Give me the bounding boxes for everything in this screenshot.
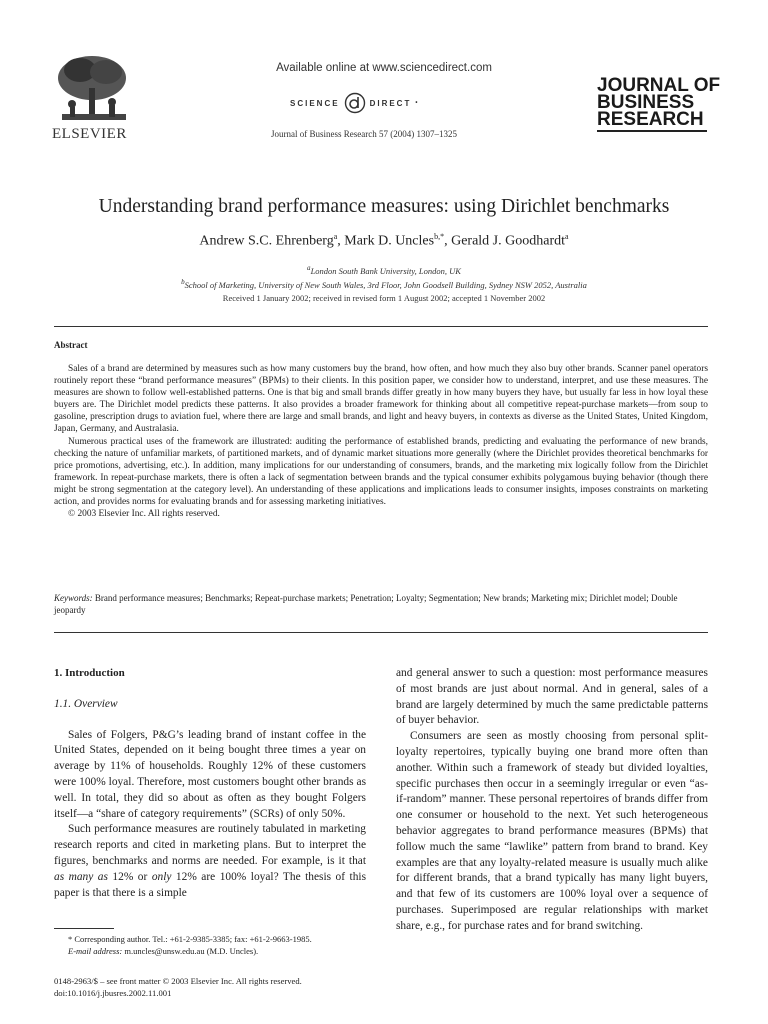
available-online-text[interactable]: Available online at www.sciencedirect.com — [276, 62, 492, 74]
footnote-line: * Corresponding author. Tel.: +61-2-9385-3385; fax: +61-2-9663-1985. — [68, 934, 312, 944]
affiliation-mark: b — [181, 278, 185, 286]
body-paragraph: Sales of Folgers, P&G’s leading brand of instant coffee in the United States, depended on it being bought three times a year on average by 11% of households. Roughly 12% of these customers were 100% loyal. Therefore, most customers bought other brands as well. In total, they did so about as often as they bought Folgers itself—a “share of category requirements” (SCRs) of only 50%. — [54, 728, 366, 820]
section-heading: 1. Introduction — [54, 667, 125, 679]
left-column — [54, 666, 366, 901]
journal-logo-line2: BUSINESS — [597, 92, 695, 113]
footnote-email-line — [54, 946, 366, 958]
sciencedirect-left-text: SCIENCE — [290, 98, 340, 108]
author-affiliation-mark: b,* — [434, 232, 445, 241]
abstract-body — [54, 363, 708, 520]
body-text: 12% are 100% loyal? The thesis of this paper is that there is a simple — [54, 870, 367, 899]
doi-line[interactable]: doi:10.1016/j.jbusres.2002.11.001 — [54, 987, 172, 998]
sciencedirect-logo — [290, 92, 419, 114]
issn-line: 0148-2963/$ – see front matter © 2003 Elsevier Inc. All rights reserved. — [54, 976, 302, 986]
registered-mark: • — [415, 100, 420, 106]
received-dates: Received 1 January 2002; received in revised form 1 August 2002; accepted 1 November 2002 — [222, 293, 546, 303]
body-paragraph: Consumers are seen as mostly choosing from personal split-loyalty repertoires, typically buying one brand more often than another. Within such a framework of steady but divided loyalties, specific purchases then occur in a seemingly irregular or even “as-if-random” manner. These personal repertoires of brands differ from one consumer or household to the next. Yet such heterogeneous behavior aggregates to brand performance measures (BPMs) that follow much the same “lawlike” pattern from brand to brand. Key examples are that any loyalty-related measure is usually much alike for different brands, that a brand typically has many light buyers, and that few of its customers are 100% loyal over a sequence of purchases. Superimposed are regular relationships with market share, e.g., for purchase rates and for brand switching. — [396, 730, 708, 932]
affiliation-text: School of Marketing, University of New South Wales, 3rd Floor, John Goodsell Building, Sydney NSW 2052, Australia — [184, 279, 587, 290]
abstract-top-divider — [54, 326, 708, 327]
author-affiliation-mark: a — [565, 232, 569, 241]
abstract-bottom-divider — [54, 632, 708, 633]
subsection-heading: 1.1. Overview — [54, 697, 118, 710]
keywords — [54, 593, 708, 616]
affiliation-text: London South Bank University, London, UK — [310, 265, 461, 276]
journal-citation: Journal of Business Research 57 (2004) 1307–1325 — [271, 129, 457, 139]
affiliation-a — [0, 264, 768, 276]
body-paragraph: and general answer to such a question: most performance measures of most brands are just about normal. And in general, sales of a brand are largely determined by much the same predictable patterns of buyer behavior. — [396, 667, 708, 727]
email-link[interactable]: m.uncles@unsw.edu.au (M.D. Uncles). — [124, 945, 259, 956]
footnote-divider — [54, 928, 114, 929]
body-text: Such performance measures are routinely tabulated in marketing research reports and cited in marketing plans. But to interpret the figures, benchmarks and norms are needed. For example, is it that — [54, 823, 366, 867]
author-list: Andrew S.C. Ehrenberg$^a$, Mark D. Uncles$^{b,*}$, Gerald J. Goodhardt$^a$ — [199, 232, 569, 249]
abstract-paragraph: Numerous practical uses of the framework are illustrated: auditing the performance of established brands, predicting and evaluating the performance of new brands, checking the nature of unfamiliar markets, of partitioned markets, and of dynamic market situations more generally (where the Dirichlet provides theoretical benchmarks for price promotions, advertising, etc.). In addition, many implications for our understanding of consumers, brands, and the marketing mix logically follow from the Dirichlet framework. In repeat-purchase markets, there is often a lack of segmentation between brands and the typical consumer exhibits polygamous buying behavior (though there might be strong segmentation at the category level). An understanding of these applications and implications leads to consumer insights, imposes constraints on marketing action, and provides norms for evaluating brands and for assessing marketing initiatives. — [54, 436, 708, 508]
affiliation-b — [0, 278, 768, 290]
corresponding-author-footnote — [54, 934, 366, 957]
author-affiliation-mark: a — [333, 232, 338, 241]
author-name: Gerald J. Goodhardt — [451, 233, 565, 249]
issn-doi — [54, 976, 366, 999]
keywords-label: Keywords: — [54, 593, 93, 603]
journal-logo-line3: RESEARCH — [597, 109, 704, 130]
abstract-paragraph: © 2003 Elsevier Inc. All rights reserved. — [68, 509, 220, 520]
sciencedirect-d-icon — [344, 92, 366, 114]
body-emphasis: as many as — [54, 870, 108, 883]
journal-logo — [597, 75, 721, 130]
keywords-text: Brand performance measures; Benchmarks; Repeat-purchase markets; Penetration; Loyalty; Segmentation; New brands; Marketing mix; Dirichlet model; Double jeopardy — [54, 593, 678, 615]
abstract-heading: Abstract — [54, 340, 88, 350]
author-name: Andrew S.C. Ehrenberg — [199, 233, 334, 249]
affiliation-mark: a — [307, 264, 311, 272]
publisher-name: ELSEVIER — [52, 126, 127, 142]
abstract-paragraph: Sales of a brand are determined by measures such as how many customers buy the brand, how often, and how much they also buy other brands. Scanner panel operators routinely report these “brand performance measures” (BPMs) to their clients. In this position paper, we consider how to understand, interpret, and use these measures. The measures are shown to follow well-established patterns. One is that big and small brands differ greatly in how many buyers they have, but usually far less in how loyal these buyers are. The Dirichlet model predicts these patterns. It also provides a broader framework for thinking about all competitive repeat-purchase markets—from soup to gasoline, prescription drugs to aviation fuel, where there are large and small brands, and light and heavy buyers, in contexts as diverse as the United States, United Kingdom, Japan, Germany, and Australasia. — [54, 364, 708, 435]
journal-logo-line1: JOURNAL OF — [597, 75, 721, 96]
sciencedirect-right-text: DIRECT — [369, 98, 412, 108]
author-name: Mark D. Uncles — [344, 233, 435, 249]
email-label: E-mail address: — [68, 945, 123, 956]
article-title: Understanding brand performance measures: using Dirichlet benchmarks — [98, 196, 670, 217]
body-text: 12% or — [107, 870, 152, 883]
body-paragraph — [54, 822, 366, 901]
right-column — [396, 666, 708, 935]
body-emphasis: only — [151, 870, 172, 883]
journal-logo-rule — [597, 130, 707, 132]
